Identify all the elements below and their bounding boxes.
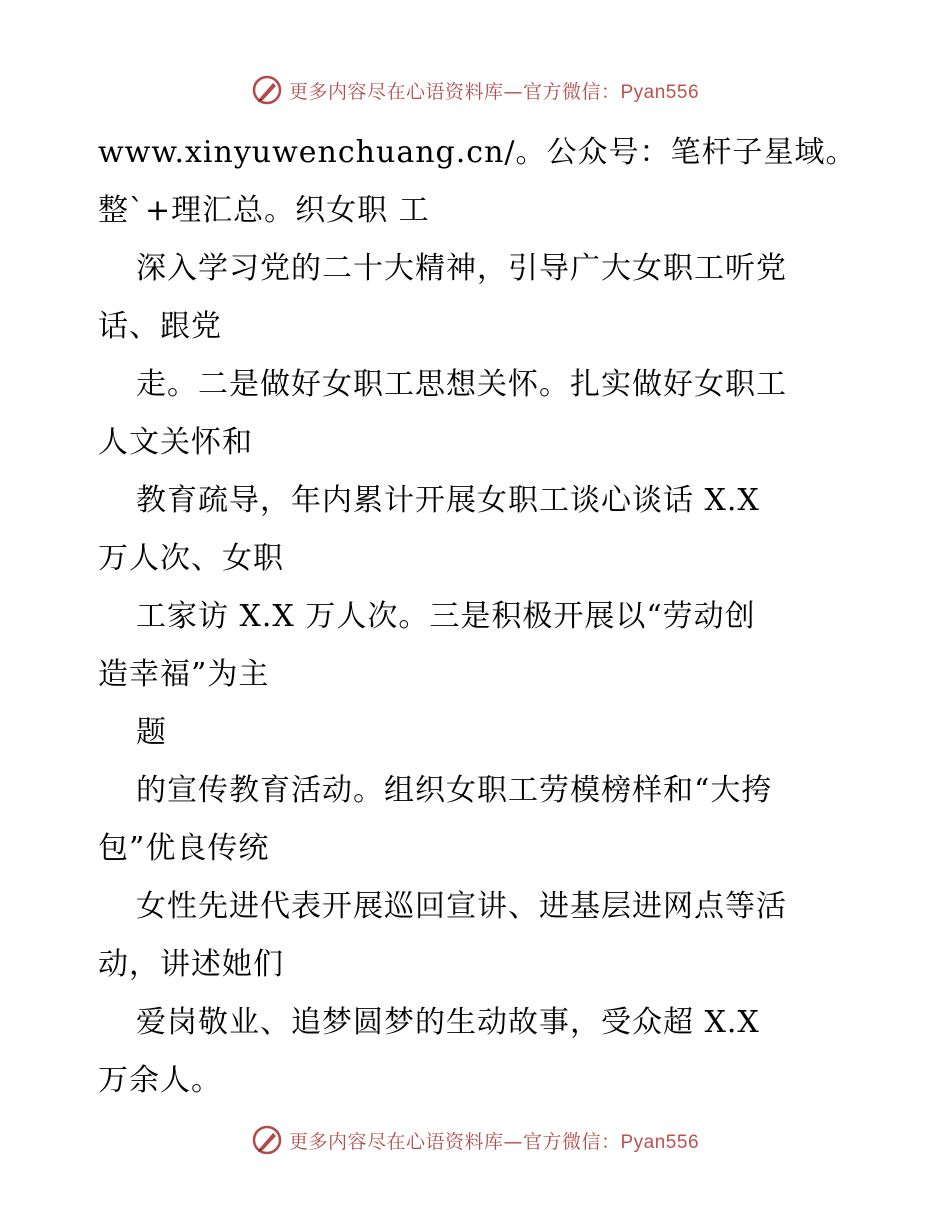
text-line: 题 xyxy=(136,715,167,750)
footer-banner-handle: Pyan556 xyxy=(620,1131,700,1153)
text-line: 话、跟党 xyxy=(98,309,222,344)
text-line: 女性先进代表开展巡回宣讲、进基层进网点等活 xyxy=(136,889,787,924)
header-banner xyxy=(0,70,950,110)
text-line: 爱岗敬业、追梦圆梦的生动故事，受众超 X.X xyxy=(136,1005,760,1040)
text-line: 造幸福”为主 xyxy=(98,657,270,692)
text-line: 的宣传教育活动。组织女职工劳模榜样和“大挎 xyxy=(136,773,773,808)
footer-banner-text xyxy=(289,1127,699,1154)
footer-banner-label: 更多内容尽在心语资料库—官方微信： xyxy=(288,1130,621,1153)
text-line: 人文关怀和 xyxy=(98,425,253,460)
text-line: 走。二是做好女职工思想关怀。扎实做好女职工 xyxy=(136,367,787,402)
text-line: 动，讲述她们 xyxy=(98,947,284,982)
text-line: 深入学习党的二十大精神，引导广大女职工听党 xyxy=(136,251,787,286)
header-banner-label: 更多内容尽在心语资料库—官方微信： xyxy=(288,80,621,103)
text-line: 教育疏导，年内累计开展女职工谈心谈话 X.X xyxy=(136,483,760,518)
header-banner-text xyxy=(289,77,699,104)
text-line: 工家访 X.X 万人次。三是积极开展以“劳动创 xyxy=(136,599,756,634)
document-body xyxy=(98,124,858,1110)
text-line: 包”优良传统 xyxy=(98,831,270,866)
quill-pen-logo-icon xyxy=(251,74,283,106)
quill-pen-logo-icon xyxy=(251,1124,283,1156)
text-line: 整`+理汇总。织女职 工 xyxy=(98,193,430,228)
header-banner-handle: Pyan556 xyxy=(620,81,700,103)
footer-banner xyxy=(0,1120,950,1160)
text-line: 万人次、女职 xyxy=(98,541,284,576)
text-line: 万余人。 xyxy=(98,1063,222,1098)
text-line: www.xinyuwenchuang.cn/。公众号：笔杆子星域。 xyxy=(98,135,857,170)
